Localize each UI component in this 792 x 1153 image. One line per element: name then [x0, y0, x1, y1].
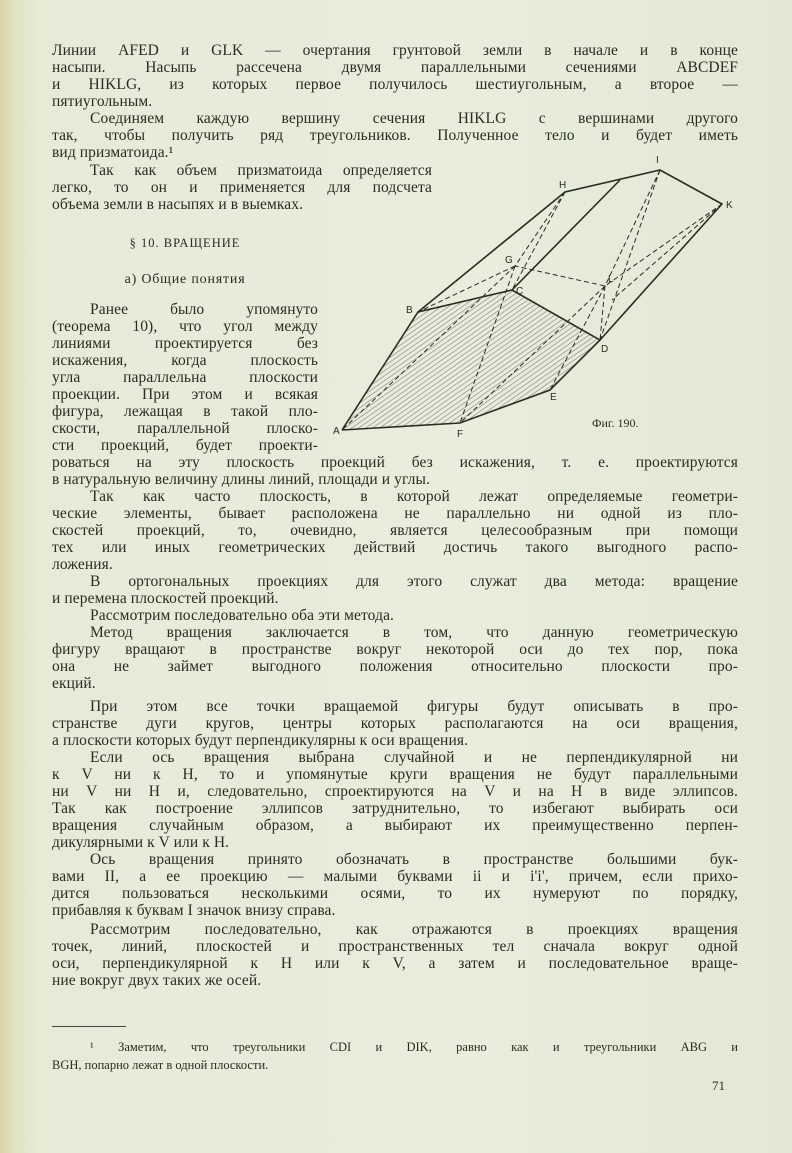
text-line: Рассмотрим последовательно, как отражаются в проекциях вращения	[90, 921, 738, 938]
text-line: При этом все точки вращаемой фигуры будут описывать в про-	[90, 698, 738, 715]
text-line: в натуральную величину длины линий, площади и углы.	[52, 471, 430, 488]
text-line: вид призматоида.¹	[52, 144, 174, 161]
text-line: Так как часто плоскость, в которой лежат определяемые геометри-	[90, 488, 738, 505]
text-line: точек, линий, плоскостей и пространственных тел сначала вокруг одной	[52, 938, 738, 955]
text-line: фигура, лежащая в такой пло-	[52, 403, 318, 420]
section-heading: § 10. ВРАЩЕНИЕ	[129, 236, 241, 250]
text-line: дикулярными к V или к H.	[52, 834, 230, 851]
text-line: и HIKLG, из которых первое получилось шестиугольным, а второе —	[52, 76, 738, 93]
text-line: насыпи. Насыпь рассечена двумя параллельными сечениями ABCDEF	[52, 59, 738, 76]
text-line: Так как построение эллипсов затруднительно, то избегают выбирать оси	[52, 800, 738, 817]
text-line: и перемена плоскостей проекций.	[52, 590, 279, 607]
text-line: роваться на эту плоскость проекций без искажения, т. е. проектируются	[52, 454, 738, 471]
text-line: ни V ни H и, следовательно, спроектируются на V и на H в виде эллипсов.	[52, 783, 738, 800]
label-L: L	[608, 274, 614, 285]
text-line: ческие элементы, бывает расположена не параллельно ни одной из пло-	[52, 505, 738, 522]
text-line: скостей проекций, то, очевидно, является целесообразным при помощи	[52, 522, 738, 539]
text-line: ние вокруг двух таких же осей.	[52, 972, 262, 989]
text-line: пятиугольным.	[52, 93, 153, 110]
text-line: ложения.	[52, 556, 113, 573]
text-line: вами II, а ее проекцию — малыми буквами ii и i'i', причем, если прихо-	[52, 868, 738, 885]
text-line: скости, параллельной плоско-	[52, 420, 318, 437]
text-line: объема земли в насыпях и в выемках.	[52, 196, 304, 213]
text-line: искажения, когда плоскость	[52, 352, 318, 369]
text-line: линиями проектируется без	[52, 335, 318, 352]
text-line: странстве дуги кругов, центры которых располагаются на оси вращения,	[52, 715, 738, 732]
label-A: A	[333, 426, 340, 437]
text-line: Так как объем призматоида определяется	[90, 162, 432, 179]
page-number: 71	[712, 1078, 725, 1093]
subsection-heading: а) Общие понятия	[124, 272, 246, 287]
label-K: K	[726, 200, 733, 211]
footnote-line: ¹ Заметим, что треугольники CDI и DIK, равно как и треугольники ABG и	[90, 1040, 738, 1054]
text-line: а плоскости которых будут перпендикулярны к оси вращения.	[52, 732, 469, 749]
label-F: F	[457, 429, 464, 440]
label-D: D	[601, 344, 609, 355]
text-line: Линии AFED и GLK — очертания грунтовой земли в начале и в конце	[52, 42, 738, 59]
text-line: Ранее было упомянуто	[90, 301, 318, 318]
label-H: H	[559, 180, 567, 191]
text-line: к V ни к H, то и упомянутые круги вращения не будут параллельными	[52, 766, 738, 783]
footnote-line: BGH, попарно лежат в одной плоскости.	[52, 1058, 269, 1072]
figure-caption: Фиг. 190.	[592, 416, 639, 430]
text-line: вращения случайным образом, а выбирают их преимущественно перпен-	[52, 817, 738, 834]
text-line: екций.	[52, 675, 96, 692]
text-line: В ортогональных проекциях для этого служат два метода: вращение	[90, 573, 738, 590]
text-line: Рассмотрим последовательно оба эти метода.	[90, 607, 395, 624]
text-line: сти проекций, будет проекти-	[52, 437, 318, 454]
text-line: Метод вращения заключается в том, что данную геометрическую	[90, 624, 738, 641]
text-line: дится пользоваться несколькими осями, то их нумеруют по порядку,	[52, 885, 738, 902]
text-line: так, чтобы получить ряд треугольников. Полученное тело и будет иметь	[52, 127, 738, 144]
label-C: C	[516, 286, 524, 297]
label-B: B	[406, 305, 413, 316]
text-line: проекции. При этом и всякая	[52, 386, 318, 403]
text-line: Соединяем каждую вершину сечения HIKLG с вершинами другого	[90, 110, 738, 127]
text-line: фигуру вращают в пространстве вокруг некоторой оси до тех пор, пока	[52, 641, 738, 658]
shaded-section-abcdef	[342, 290, 600, 430]
text-line: угла параллельна плоскости	[52, 369, 318, 386]
label-I: I	[656, 155, 659, 166]
text-line: легко, то он и применяется для подсчета	[52, 179, 432, 196]
text-line: (теорема 10), что угол между	[52, 318, 318, 335]
text-line: Ось вращения принято обозначать в пространстве большими бук-	[90, 851, 738, 868]
label-E: E	[550, 392, 557, 403]
text-line: тех или иных геометрических действий достичь такого выгодного распо-	[52, 539, 738, 556]
text-line: прибавляя к буквам I значок внизу справа.	[52, 902, 336, 919]
text-line: она не займет выгодного положения относительно плоскости про-	[52, 658, 738, 675]
text-line: оси, перпендикулярной к H или к V, а затем и последовательное враще-	[52, 955, 738, 972]
text-line: Если ось вращения выбрана случайной и не перпендикулярной ни	[90, 749, 738, 766]
footnote-divider	[52, 1026, 126, 1027]
label-G: G	[505, 255, 513, 266]
